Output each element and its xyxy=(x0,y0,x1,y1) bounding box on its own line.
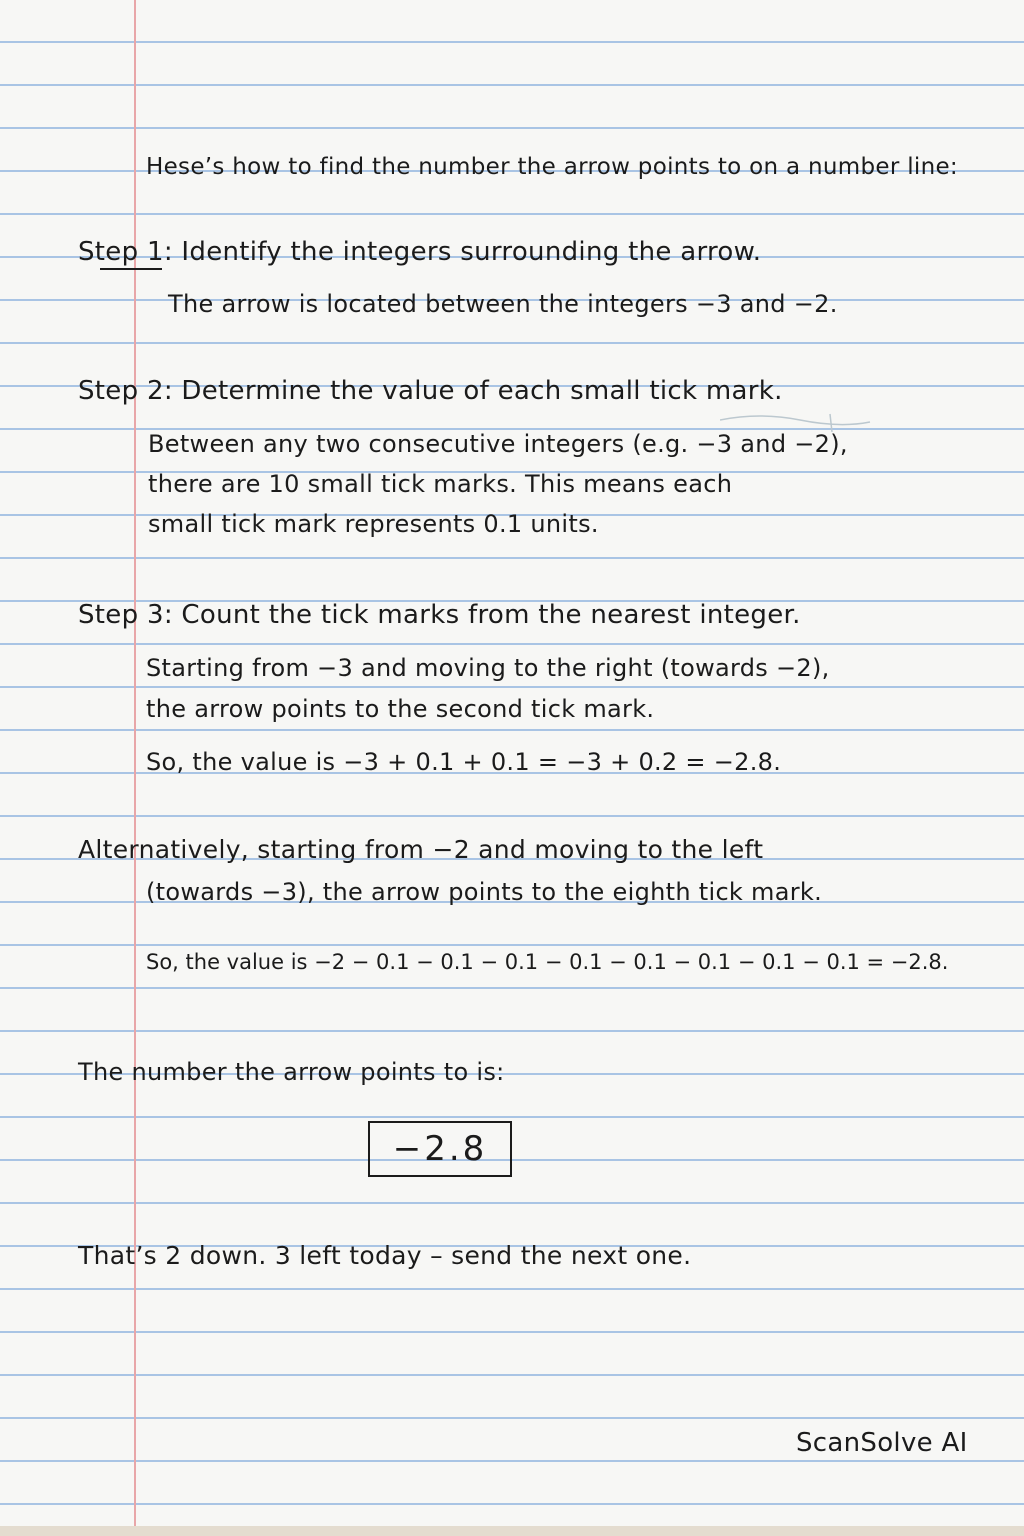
step3-body-line-1: Starting from −3 and moving to the right (towards −2), xyxy=(146,654,830,682)
step3-label: Step 3 xyxy=(78,600,164,630)
margin-line xyxy=(134,0,136,1536)
step1-heading xyxy=(78,237,761,267)
alternative-result: So, the value is −2 − 0.1 − 0.1 − 0.1 − 0.1 − 0.1 − 0.1 − 0.1 − 0.1 = −2.8. xyxy=(146,950,949,974)
step2-body-line-3: small tick mark represents 0.1 units. xyxy=(148,510,599,538)
step3-heading-text: : Count the tick marks from the nearest integer. xyxy=(163,600,801,630)
paper-bottom-edge xyxy=(0,1526,1024,1536)
step2-body-line-1: Between any two consecutive integers (e.g. −3 and −2), xyxy=(148,430,848,458)
step2-label: Step 2 xyxy=(78,376,164,406)
step1-label: Step 1 xyxy=(78,237,164,267)
step2-heading xyxy=(78,376,783,406)
signature: ScanSolve AI xyxy=(796,1428,968,1458)
alternative-line-2: (towards −3), the arrow points to the eighth tick mark. xyxy=(146,878,823,906)
step2-body-line-2: there are 10 small tick marks. This means each xyxy=(148,470,733,498)
answer-box xyxy=(368,1121,512,1177)
answer-value: −2.8 xyxy=(392,1129,488,1169)
intro-text: Hese’s how to find the number the arrow points to on a number line: xyxy=(146,154,958,180)
step1-heading-text: : Identify the integers surrounding the arrow. xyxy=(163,237,762,267)
step1-underline xyxy=(100,268,162,270)
conclusion-text: The number the arrow points to is: xyxy=(78,1058,505,1086)
step3-result: So, the value is −3 + 0.1 + 0.1 = −3 + 0.2 = −2.8. xyxy=(146,748,782,776)
footer-note: That’s 2 down. 3 left today – send the next one. xyxy=(78,1241,692,1270)
step3-heading xyxy=(78,600,801,630)
alternative-line-1: Alternatively, starting from −2 and moving to the left xyxy=(78,835,764,864)
step2-heading-text: : Determine the value of each small tick mark. xyxy=(163,376,783,406)
step1-body: The arrow is located between the integers −3 and −2. xyxy=(168,290,838,318)
step3-body-line-2: the arrow points to the second tick mark. xyxy=(146,695,655,723)
